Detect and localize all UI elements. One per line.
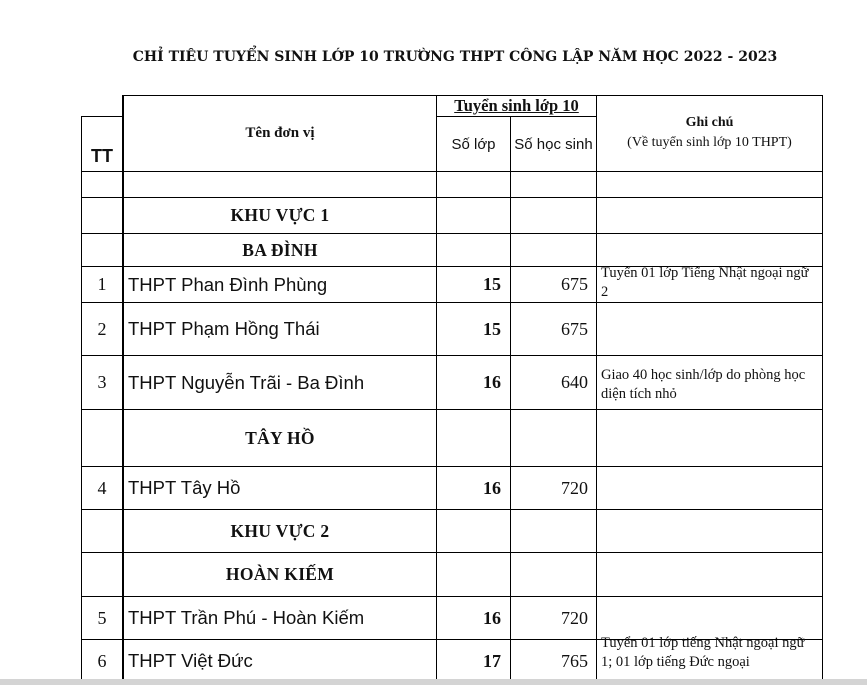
row-class-count: 17	[483, 650, 501, 671]
header-tt: TT	[91, 145, 113, 166]
row-school-name: THPT Phan Đình Phùng	[128, 273, 328, 295]
row-note	[601, 305, 816, 353]
row-class-count: 16	[483, 372, 501, 392]
row-school-name: THPT Trần Phú - Hoàn Kiếm	[128, 607, 365, 628]
section-district-tay-ho: TÂY HỒ	[245, 427, 315, 448]
row-note	[601, 469, 816, 507]
section-district-hoan-kiem: HOÀN KIẾM	[225, 564, 335, 584]
section-district-ba-dinh: BA ĐÌNH	[242, 239, 318, 260]
row-note: Tuyển 01 lớp Tiếng Nhật ngoại ngữ 2	[601, 265, 809, 300]
section-region-1: KHU VỰC 1	[230, 205, 330, 225]
section-region-2: KHU VỰC 2	[230, 520, 330, 541]
row-tt: 5	[97, 607, 107, 628]
header-notes	[597, 108, 822, 158]
row-student-count: 720	[561, 477, 588, 498]
row-class-count: 16	[483, 607, 501, 628]
row-school-name: THPT Tây Hồ	[128, 477, 241, 498]
header-class-count: Số lớp	[451, 135, 496, 153]
row-student-count: 640	[561, 372, 588, 392]
row-student-count: 675	[561, 318, 588, 339]
header-enrollment-group: Tuyển sinh lớp 10	[454, 96, 579, 115]
row-school-name: THPT Phạm Hồng Thái	[128, 318, 320, 339]
grid-line	[81, 171, 823, 172]
row-tt: 4	[97, 477, 107, 498]
row-student-count: 765	[561, 650, 588, 671]
document-title: CHỈ TIÊU TUYỂN SINH LỚP 10 TRƯỜNG THPT CÔNG LẬP NĂM HỌC 2022 - 2023	[132, 49, 778, 65]
row-class-count: 15	[483, 318, 501, 339]
header-notes-subtitle: (Về tuyển sinh lớp 10 THPT)	[627, 135, 792, 150]
row-tt: 2	[97, 318, 107, 339]
header-student-count: Số học sinh	[514, 135, 593, 153]
header-unit-name: Tên đơn vị	[245, 124, 315, 141]
row-note	[601, 599, 816, 637]
row-school-name: THPT Nguyễn Trãi - Ba Đình	[128, 371, 365, 393]
row-tt: 1	[97, 274, 107, 294]
row-school-name: THPT Việt Đức	[128, 650, 253, 671]
row-student-count: 675	[561, 274, 588, 294]
row-tt: 6	[97, 650, 107, 671]
row-class-count: 15	[483, 274, 501, 294]
row-class-count: 16	[483, 477, 501, 498]
row-tt: 3	[97, 372, 107, 392]
row-student-count: 720	[561, 607, 588, 628]
row-note: Tuyển 01 lớp tiếng Nhật ngoại ngữ 1; 01 lớp tiếng Đức ngoại	[601, 635, 805, 670]
header-notes-title: Ghi chú	[685, 115, 734, 130]
grid-line	[81, 116, 123, 117]
viewer-bottom-edge	[0, 679, 867, 685]
row-note: Giao 40 học sinh/lớp do phòng học diện tích nhỏ	[601, 367, 806, 402]
